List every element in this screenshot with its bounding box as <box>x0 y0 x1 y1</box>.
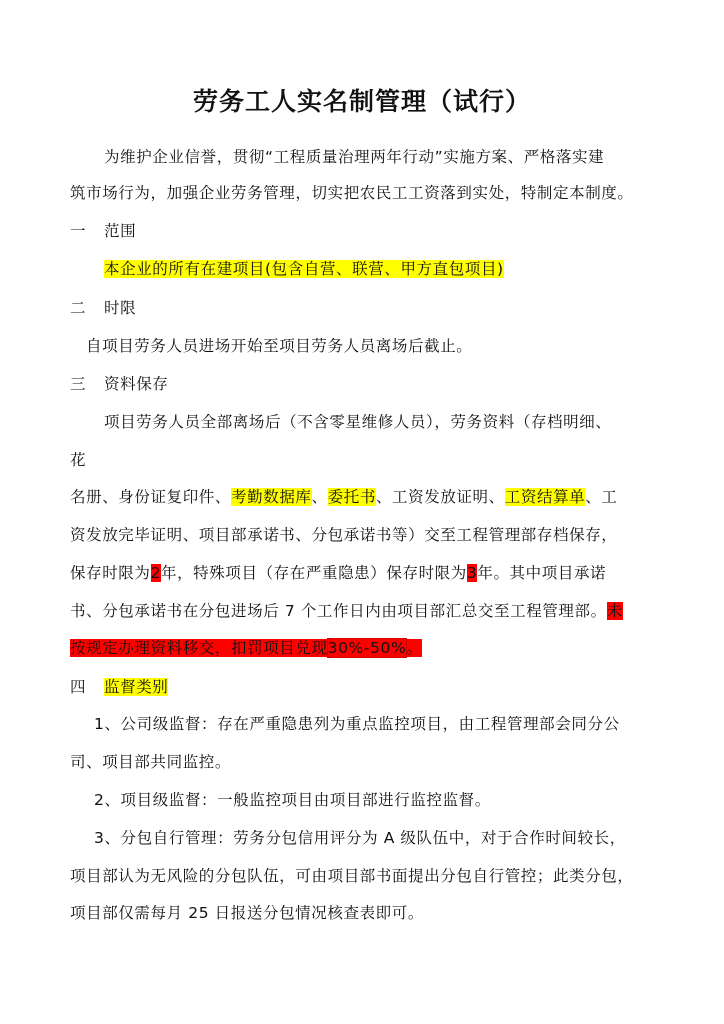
red-highlighted-text: 。 <box>406 639 423 657</box>
highlighted-text: 本企业的所有在建项目(包含自营、联营、甲方直包项目) <box>104 260 504 278</box>
section-1-body <box>104 258 504 280</box>
section-1-heading <box>70 220 136 242</box>
section-3-line-1: 项目劳务人员全部离场后（不含零星维修人员），劳务资料（存档明细、 <box>104 413 612 431</box>
section-4-heading <box>70 676 168 698</box>
section-4-p1-line-2: 司、项目部共同监控。 <box>70 753 232 771</box>
section-4-p3-line-3: 项目部仅需每月 25 日报送分包情况核查表即可。 <box>70 904 424 922</box>
section-4-p1-line-1: 1、公司级监督：存在严重隐患列为重点监控项目，由工程管理部会同分公 <box>94 715 620 733</box>
red-highlighted-text: 3 <box>466 564 478 582</box>
text: 保存时限为 <box>70 564 151 582</box>
red-highlighted-text: 按规定办理资料移交，扣罚项目兑现 <box>70 639 328 657</box>
intro-line-1: 为维护企业信誉，贯彻“工程质量治理两年行动”实施方案、严格落实建 <box>104 148 605 166</box>
section-3-line-2: 花 <box>70 451 87 469</box>
document-title: 劳务工人实名制管理（试行） <box>192 87 531 116</box>
text: 年，特殊项目（存在严重隐患）保存时限为 <box>160 564 467 582</box>
text: 书、分包承诺书在分包进场后 7 个工作日内由项目部汇总交至工程管理部。 <box>70 602 607 620</box>
highlighted-text: 工资结算单 <box>504 488 586 506</box>
section-number: 一 <box>70 222 87 240</box>
section-4-p3-line-2: 项目部认为无风险的分包队伍，可由项目部书面提出分包自行管控；此类分包， <box>70 867 634 885</box>
red-highlighted-text: 2 <box>150 564 161 582</box>
highlighted-text: 委托书 <box>327 488 376 506</box>
section-number: 四 <box>70 678 87 696</box>
section-3-line-7 <box>70 637 422 659</box>
text: 、工 <box>585 488 618 506</box>
section-3-line-6 <box>70 600 623 622</box>
section-title: 监督类别 <box>104 678 169 696</box>
section-title: 范围 <box>104 222 137 240</box>
highlighted-text: 考勤数据库 <box>231 488 312 506</box>
section-number: 二 <box>70 299 87 317</box>
section-4-p3-line-1: 3、分包自行管理：劳务分包信用评分为 A 级队伍中，对于合作时间较长， <box>94 829 626 847</box>
text: 年。其中项目承诺 <box>477 564 607 582</box>
section-title: 时限 <box>104 299 137 317</box>
text: 名册、身份证复印件、 <box>70 488 232 506</box>
text: 、工资发放证明、 <box>375 488 505 506</box>
section-title: 资料保存 <box>104 375 169 393</box>
intro-line-2: 筑市场行为，加强企业劳务管理，切实把农民工工资落到实处，特制定本制度。 <box>70 184 634 202</box>
section-3-line-3 <box>70 486 617 508</box>
red-highlighted-text: 未 <box>606 602 623 620</box>
section-4-p2: 2、项目级监督：一般监控项目由项目部进行监控监督。 <box>94 791 491 809</box>
section-2-heading <box>70 297 136 319</box>
section-number: 三 <box>70 375 87 393</box>
section-3-line-4: 资发放完毕证明、项目部承诺书、分包承诺书等）交至工程管理部存档保存， <box>70 526 618 544</box>
text: 、 <box>311 488 328 506</box>
section-3-line-5 <box>70 562 606 584</box>
section-3-heading <box>70 373 168 395</box>
section-2-body: 自项目劳务人员进场开始至项目劳务人员离场后截止。 <box>86 337 473 355</box>
red-highlighted-text: 30%-50% <box>327 639 407 657</box>
